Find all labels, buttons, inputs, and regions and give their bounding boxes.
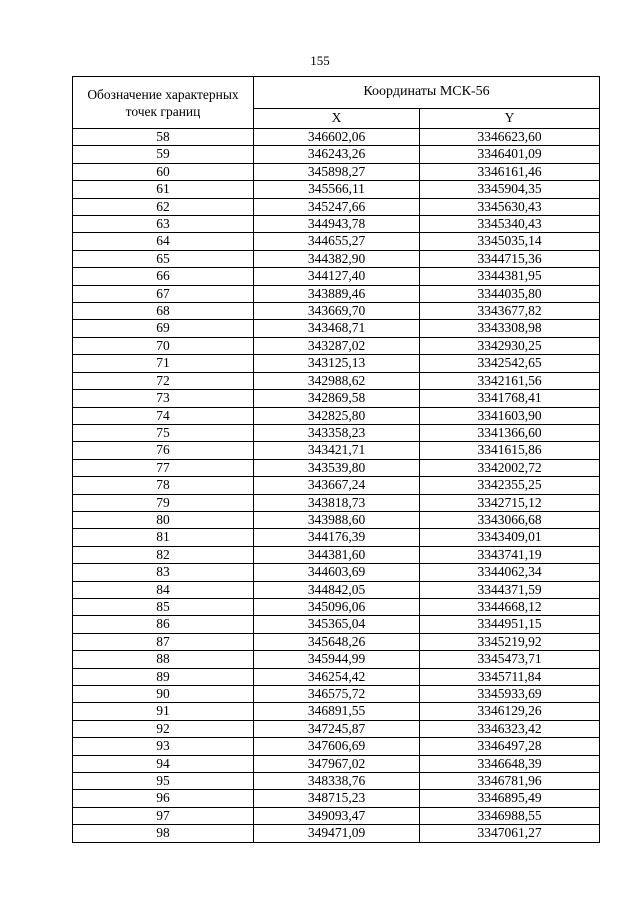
x-coordinate-cell: 348338,76 bbox=[254, 773, 420, 790]
point-cell: 72 bbox=[73, 372, 254, 389]
table-row bbox=[73, 546, 600, 563]
y-coordinate-cell: 3342355,25 bbox=[420, 477, 600, 494]
point-cell: 65 bbox=[73, 250, 254, 267]
table-row bbox=[73, 424, 600, 441]
point-cell: 82 bbox=[73, 546, 254, 563]
header-y: Y bbox=[420, 108, 600, 128]
y-coordinate-cell: 3342002,72 bbox=[420, 459, 600, 476]
x-coordinate-cell: 343669,70 bbox=[254, 303, 420, 320]
point-cell: 74 bbox=[73, 407, 254, 424]
y-coordinate-cell: 3345904,35 bbox=[420, 181, 600, 198]
x-coordinate-cell: 343667,24 bbox=[254, 477, 420, 494]
y-coordinate-cell: 3341768,41 bbox=[420, 390, 600, 407]
point-cell: 68 bbox=[73, 303, 254, 320]
y-coordinate-cell: 3344381,95 bbox=[420, 268, 600, 285]
point-cell: 98 bbox=[73, 825, 254, 842]
point-cell: 78 bbox=[73, 477, 254, 494]
y-coordinate-cell: 3344715,36 bbox=[420, 250, 600, 267]
table-row bbox=[73, 181, 600, 198]
table-row bbox=[73, 755, 600, 772]
x-coordinate-cell: 345247,66 bbox=[254, 198, 420, 215]
table-row bbox=[73, 337, 600, 354]
table-body bbox=[73, 129, 600, 843]
x-coordinate-cell: 344943,78 bbox=[254, 216, 420, 233]
y-coordinate-cell: 3347061,27 bbox=[420, 825, 600, 842]
point-cell: 84 bbox=[73, 581, 254, 598]
point-cell: 80 bbox=[73, 511, 254, 528]
table-row bbox=[73, 233, 600, 250]
y-coordinate-cell: 3344951,15 bbox=[420, 616, 600, 633]
table-row bbox=[73, 773, 600, 790]
header-coordinate-system: Координаты МСК-56 bbox=[254, 77, 600, 109]
table-row bbox=[73, 216, 600, 233]
y-coordinate-cell: 3341615,86 bbox=[420, 442, 600, 459]
point-cell: 61 bbox=[73, 181, 254, 198]
y-coordinate-cell: 3345630,43 bbox=[420, 198, 600, 215]
x-coordinate-cell: 346243,26 bbox=[254, 146, 420, 163]
header-boundary-points: Обозначение характерных точек границ bbox=[73, 77, 254, 129]
y-coordinate-cell: 3342542,65 bbox=[420, 355, 600, 372]
table-row bbox=[73, 668, 600, 685]
table-row bbox=[73, 129, 600, 146]
table-row bbox=[73, 355, 600, 372]
x-coordinate-cell: 346891,55 bbox=[254, 703, 420, 720]
point-cell: 79 bbox=[73, 494, 254, 511]
table-row bbox=[73, 616, 600, 633]
x-coordinate-cell: 346575,72 bbox=[254, 686, 420, 703]
x-coordinate-cell: 343818,73 bbox=[254, 494, 420, 511]
x-coordinate-cell: 342988,62 bbox=[254, 372, 420, 389]
table-row bbox=[73, 564, 600, 581]
x-coordinate-cell: 346254,42 bbox=[254, 668, 420, 685]
point-cell: 66 bbox=[73, 268, 254, 285]
point-cell: 59 bbox=[73, 146, 254, 163]
table-row bbox=[73, 633, 600, 650]
x-coordinate-cell: 349093,47 bbox=[254, 807, 420, 824]
y-coordinate-cell: 3346623,60 bbox=[420, 129, 600, 146]
x-coordinate-cell: 343125,13 bbox=[254, 355, 420, 372]
x-coordinate-cell: 343421,71 bbox=[254, 442, 420, 459]
y-coordinate-cell: 3345035,14 bbox=[420, 233, 600, 250]
point-cell: 81 bbox=[73, 529, 254, 546]
table-row bbox=[73, 146, 600, 163]
y-coordinate-cell: 3343409,01 bbox=[420, 529, 600, 546]
table-row bbox=[73, 581, 600, 598]
point-cell: 60 bbox=[73, 163, 254, 180]
y-coordinate-cell: 3343308,98 bbox=[420, 320, 600, 337]
x-coordinate-cell: 344382,90 bbox=[254, 250, 420, 267]
table-row bbox=[73, 372, 600, 389]
y-coordinate-cell: 3342161,56 bbox=[420, 372, 600, 389]
table-row bbox=[73, 390, 600, 407]
point-cell: 63 bbox=[73, 216, 254, 233]
point-cell: 90 bbox=[73, 686, 254, 703]
point-cell: 77 bbox=[73, 459, 254, 476]
point-cell: 97 bbox=[73, 807, 254, 824]
y-coordinate-cell: 3343741,19 bbox=[420, 546, 600, 563]
table-row bbox=[73, 303, 600, 320]
point-cell: 93 bbox=[73, 738, 254, 755]
y-coordinate-cell: 3346988,55 bbox=[420, 807, 600, 824]
y-coordinate-cell: 3341366,60 bbox=[420, 424, 600, 441]
table-row bbox=[73, 529, 600, 546]
table-row bbox=[73, 163, 600, 180]
table-row bbox=[73, 494, 600, 511]
point-cell: 58 bbox=[73, 129, 254, 146]
y-coordinate-cell: 3345711,84 bbox=[420, 668, 600, 685]
y-coordinate-cell: 3342930,25 bbox=[420, 337, 600, 354]
point-cell: 85 bbox=[73, 598, 254, 615]
x-coordinate-cell: 343287,02 bbox=[254, 337, 420, 354]
point-cell: 95 bbox=[73, 773, 254, 790]
y-coordinate-cell: 3346323,42 bbox=[420, 720, 600, 737]
x-coordinate-cell: 347245,87 bbox=[254, 720, 420, 737]
x-coordinate-cell: 345096,06 bbox=[254, 598, 420, 615]
x-coordinate-cell: 343358,23 bbox=[254, 424, 420, 441]
point-cell: 69 bbox=[73, 320, 254, 337]
table-row bbox=[73, 738, 600, 755]
y-coordinate-cell: 3344668,12 bbox=[420, 598, 600, 615]
x-coordinate-cell: 345944,99 bbox=[254, 651, 420, 668]
y-coordinate-cell: 3342715,12 bbox=[420, 494, 600, 511]
x-coordinate-cell: 347606,69 bbox=[254, 738, 420, 755]
point-cell: 91 bbox=[73, 703, 254, 720]
table-row bbox=[73, 686, 600, 703]
x-coordinate-cell: 347967,02 bbox=[254, 755, 420, 772]
point-cell: 96 bbox=[73, 790, 254, 807]
point-cell: 86 bbox=[73, 616, 254, 633]
x-coordinate-cell: 343539,80 bbox=[254, 459, 420, 476]
table-row bbox=[73, 198, 600, 215]
x-coordinate-cell: 345365,04 bbox=[254, 616, 420, 633]
point-cell: 67 bbox=[73, 285, 254, 302]
table-row bbox=[73, 703, 600, 720]
x-coordinate-cell: 342825,80 bbox=[254, 407, 420, 424]
point-cell: 92 bbox=[73, 720, 254, 737]
x-coordinate-cell: 342869,58 bbox=[254, 390, 420, 407]
x-coordinate-cell: 345566,11 bbox=[254, 181, 420, 198]
point-cell: 83 bbox=[73, 564, 254, 581]
table-row bbox=[73, 268, 600, 285]
y-coordinate-cell: 3343066,68 bbox=[420, 511, 600, 528]
table-row bbox=[73, 720, 600, 737]
page-number: 155 bbox=[310, 53, 330, 68]
table-row bbox=[73, 459, 600, 476]
y-coordinate-cell: 3344062,34 bbox=[420, 564, 600, 581]
point-cell: 73 bbox=[73, 390, 254, 407]
table-row bbox=[73, 598, 600, 615]
point-cell: 71 bbox=[73, 355, 254, 372]
table-row bbox=[73, 477, 600, 494]
y-coordinate-cell: 3344371,59 bbox=[420, 581, 600, 598]
y-coordinate-cell: 3345340,43 bbox=[420, 216, 600, 233]
point-cell: 87 bbox=[73, 633, 254, 650]
x-coordinate-cell: 344655,27 bbox=[254, 233, 420, 250]
x-coordinate-cell: 348715,23 bbox=[254, 790, 420, 807]
point-cell: 62 bbox=[73, 198, 254, 215]
table-row bbox=[73, 825, 600, 842]
table-row bbox=[73, 790, 600, 807]
table-row bbox=[73, 807, 600, 824]
table-row bbox=[73, 250, 600, 267]
header-x: X bbox=[254, 108, 420, 128]
point-cell: 70 bbox=[73, 337, 254, 354]
y-coordinate-cell: 3346401,09 bbox=[420, 146, 600, 163]
y-coordinate-cell: 3344035,80 bbox=[420, 285, 600, 302]
x-coordinate-cell: 344176,39 bbox=[254, 529, 420, 546]
x-coordinate-cell: 345898,27 bbox=[254, 163, 420, 180]
y-coordinate-cell: 3346161,46 bbox=[420, 163, 600, 180]
y-coordinate-cell: 3345219,92 bbox=[420, 633, 600, 650]
y-coordinate-cell: 3346648,39 bbox=[420, 755, 600, 772]
x-coordinate-cell: 349471,09 bbox=[254, 825, 420, 842]
table-row bbox=[73, 285, 600, 302]
point-cell: 88 bbox=[73, 651, 254, 668]
table-row bbox=[73, 651, 600, 668]
x-coordinate-cell: 343988,60 bbox=[254, 511, 420, 528]
x-coordinate-cell: 344603,69 bbox=[254, 564, 420, 581]
table-row bbox=[73, 320, 600, 337]
x-coordinate-cell: 343889,46 bbox=[254, 285, 420, 302]
y-coordinate-cell: 3345933,69 bbox=[420, 686, 600, 703]
x-coordinate-cell: 344381,60 bbox=[254, 546, 420, 563]
table-row bbox=[73, 511, 600, 528]
x-coordinate-cell: 343468,71 bbox=[254, 320, 420, 337]
x-coordinate-cell: 344842,05 bbox=[254, 581, 420, 598]
table-row bbox=[73, 407, 600, 424]
point-cell: 89 bbox=[73, 668, 254, 685]
y-coordinate-cell: 3346781,96 bbox=[420, 773, 600, 790]
y-coordinate-cell: 3343677,82 bbox=[420, 303, 600, 320]
y-coordinate-cell: 3345473,71 bbox=[420, 651, 600, 668]
x-coordinate-cell: 345648,26 bbox=[254, 633, 420, 650]
y-coordinate-cell: 3346129,26 bbox=[420, 703, 600, 720]
point-cell: 64 bbox=[73, 233, 254, 250]
point-cell: 94 bbox=[73, 755, 254, 772]
point-cell: 75 bbox=[73, 424, 254, 441]
y-coordinate-cell: 3341603,90 bbox=[420, 407, 600, 424]
x-coordinate-cell: 346602,06 bbox=[254, 129, 420, 146]
y-coordinate-cell: 3346895,49 bbox=[420, 790, 600, 807]
point-cell: 76 bbox=[73, 442, 254, 459]
y-coordinate-cell: 3346497,28 bbox=[420, 738, 600, 755]
coordinates-table bbox=[72, 76, 600, 843]
x-coordinate-cell: 344127,40 bbox=[254, 268, 420, 285]
table-row bbox=[73, 442, 600, 459]
